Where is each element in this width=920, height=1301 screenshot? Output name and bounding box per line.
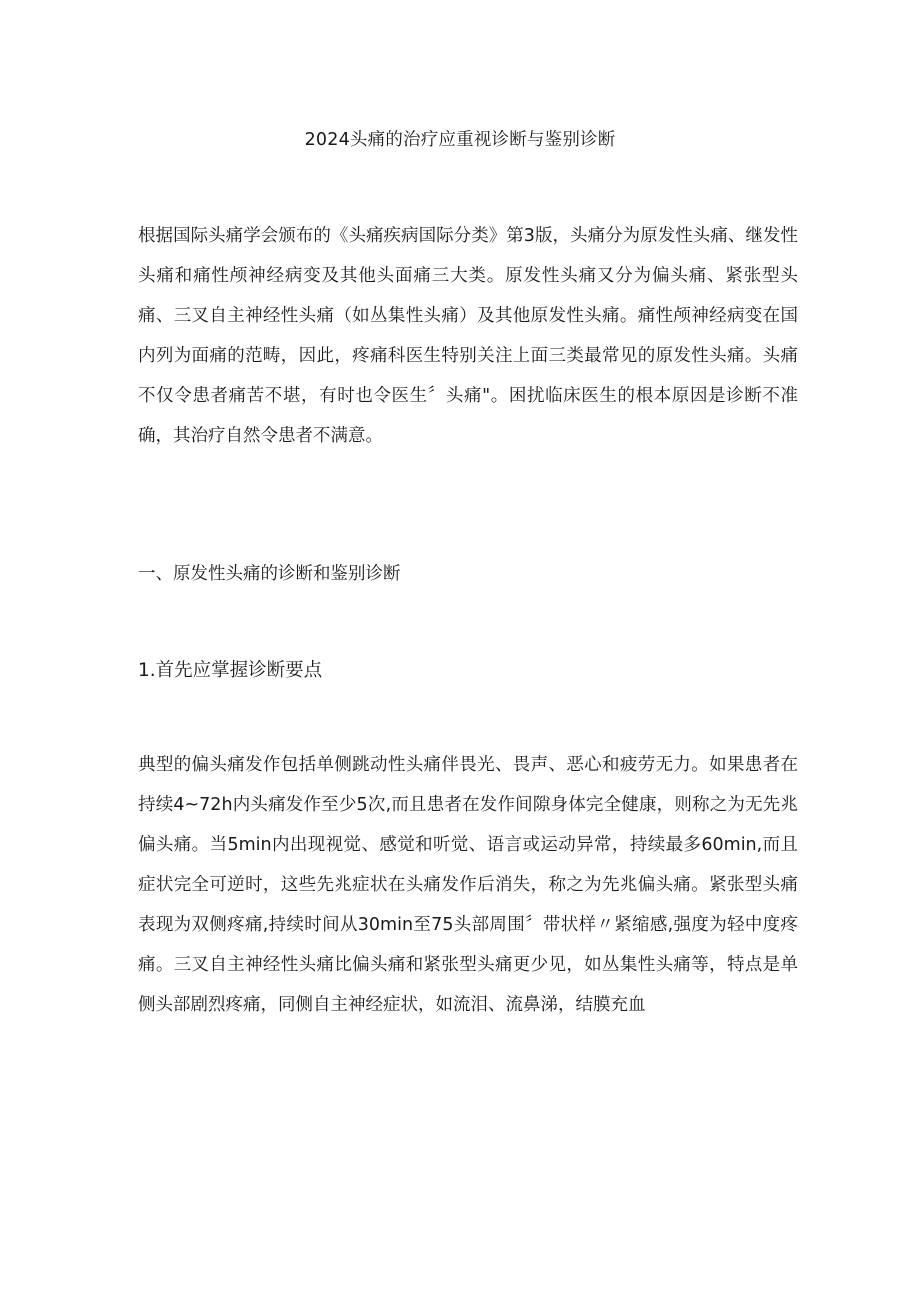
body-paragraph: 典型的偏头痛发作包括单侧跳动性头痛伴畏光、畏声、恶心和疲劳无力。如果患者在持续4~72h内头痛发作至少5次,而且患者在发作间隙身体完全健康，则称之为无先兆偏头痛。当5min内出现视觉、感觉和听觉、语言或运动异常，持续最多60min,而且症状完全可逆时，这些先兆症状在头痛发作后消失，称之为先兆偏头痛。紧张型头痛表现为双侧疼痛,持续时间从30min至75头部周围〞带状样〃紧缩感,强度为轻中度疼痛。三叉自主神经性头痛比偏头痛和紧张型头痛更少见，如丛集性头痛等，特点是单侧头部剧烈疼痛，同侧自主神经症状，如流泪、流鼻涕，结膜充血 [138,755,798,1015]
intro-paragraph: 根据国际头痛学会颁布的《头痛疾病国际分类》第3版，头痛分为原发性头痛、继发性头痛和痛性颅神经病变及其他头面痛三大类。原发性头痛又分为偏头痛、紧张型头痛、三叉自主神经性头痛（如丛集性头痛）及其他原发性头痛。痛性颅神经病变在国内列为面痛的范畴，因此，疼痛科医生特别关注上面三类最常见的原发性头痛。头痛不仅令患者痛苦不堪，有时也令医生〞头痛"。困扰临床医生的根本原因是诊断不准确，其治疗自然令患者不满意。 [138,226,798,446]
section-heading: 一、原发性头痛的诊断和鉴别诊断 [138,564,401,584]
subsection-heading: 1.首先应掌握诊断要点 [138,660,323,681]
document-title: 2024头痛的治疗应重视诊断与鉴别诊断 [304,130,616,150]
